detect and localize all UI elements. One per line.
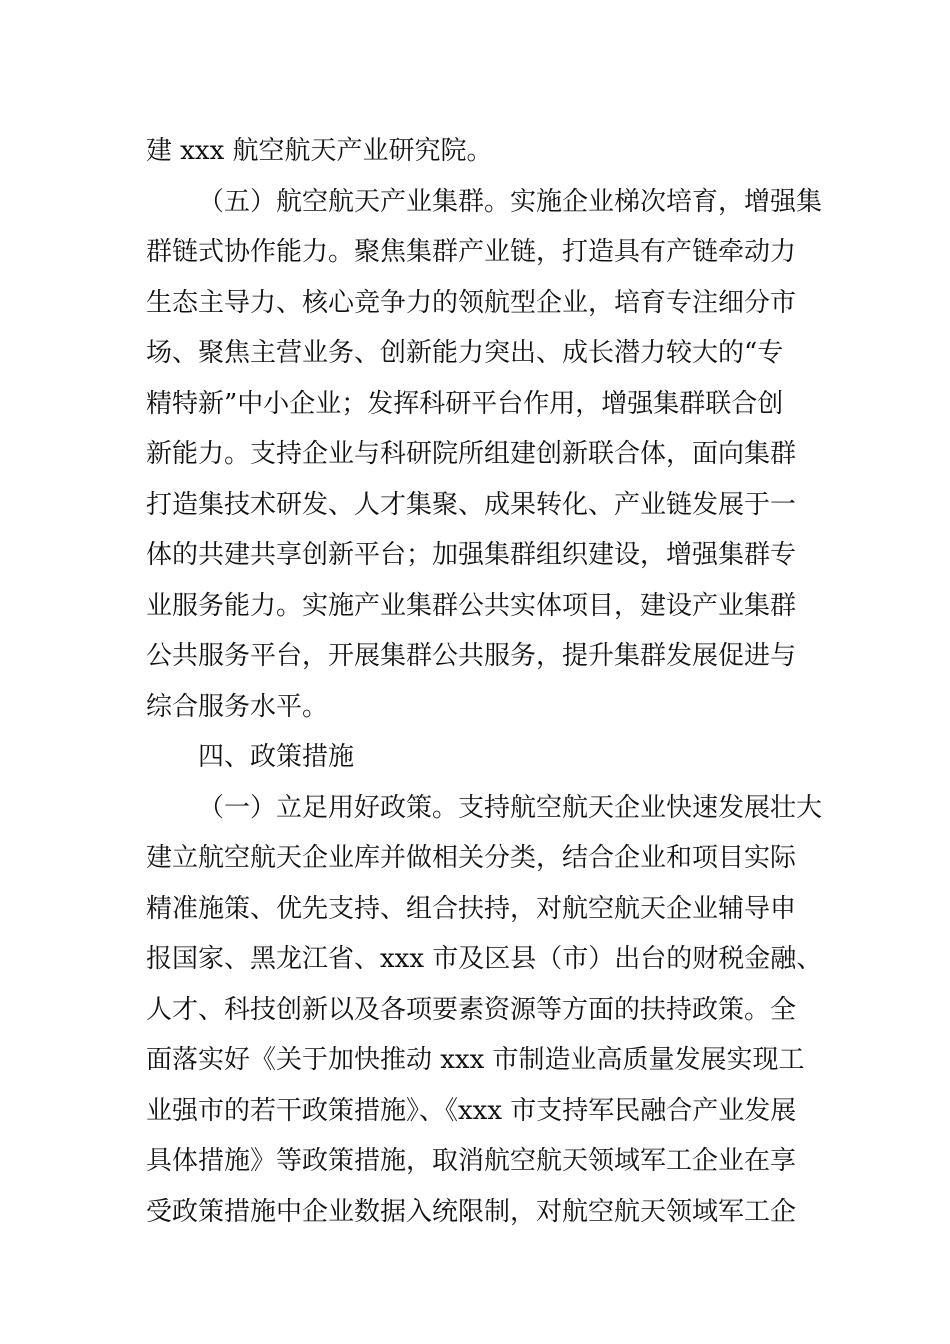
text-line: 人才、科技创新以及各项要素资源等方面的扶持政策。全 [146, 994, 797, 1025]
text-line: 场、聚焦主营业务、创新能力突出、成长潜力较大的“专 [146, 338, 784, 368]
text-line: 面落实好《关于加快推动 xxx 市制造业高质量发展实现工 [146, 1045, 805, 1075]
text-line: 受政策措施中企业数据入统限制，对航空航天领域军工企 [146, 1196, 797, 1227]
text-line: 新能力。支持企业与科研院所组建创新联合体，面向集群 [146, 439, 797, 469]
text-line: 精准施策、优先支持、组合扶持，对航空航天企业辅导申 [146, 893, 797, 924]
text-line: 体的共建共享创新平台；加强集群组织建设，增强集群专 [146, 540, 797, 570]
text-line: 报国家、黑龙江省、xxx 市及区县（市）出台的财税金融、 [146, 944, 823, 974]
text-line: 建 xxx 航空航天产业研究院。 [146, 136, 493, 166]
text-line: 精特新”中小企业；发挥科研平台作用，增强集群联合创 [146, 388, 784, 419]
text-line: 群链式协作能力。聚焦集群产业链，打造具有产链牵动力 [146, 237, 797, 267]
text-line: 建立航空航天企业库并做相关分类，结合企业和项目实际 [146, 843, 797, 873]
section-heading: 四、政策措施 [198, 742, 355, 772]
body-text [146, 126, 823, 1237]
text-line: 业服务能力。实施产业集群公共实体项目，建设产业集群 [146, 590, 797, 621]
text-line: 打造集技术研发、人才集聚、成果转化、产业链发展于一 [146, 489, 797, 520]
text-line: （一）立足用好政策。支持航空航天企业快速发展壮大 [198, 792, 823, 823]
text-line: 生态主导力、核心竞争力的领航型企业，培育专注细分市 [146, 287, 797, 318]
text-line: 具体措施》等政策措施，取消航空航天领域军工企业在享 [146, 1146, 797, 1176]
text-line: 公共服务平台，开展集群公共服务，提升集群发展促进与 [146, 641, 797, 671]
text-line: （五）航空航天产业集群。实施企业梯次培育，增强集 [198, 186, 823, 217]
text-line: 综合服务水平。 [146, 691, 329, 722]
text-line: 业强市的若干政策措施》、《xxx 市支持军民融合产业发展 [146, 1095, 797, 1126]
